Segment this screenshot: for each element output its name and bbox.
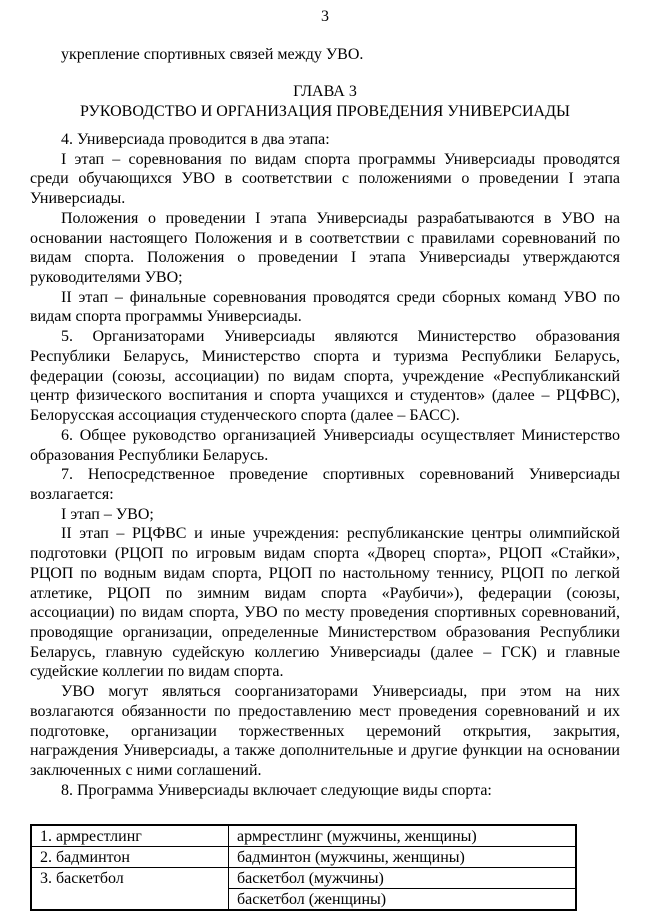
paragraph: Положения о проведении I этапа Универсиады разрабатываются в УВО на основании настоящего Положения и в соответствии с правилами соревнований по видам спорта. Положения о проведении I этапа Универсиады утверждаются руководителями УВО; [30,209,620,287]
document-body [30,130,620,800]
event-cell: армрестлинг (мужчины, женщины) [229,825,577,847]
paragraph: 7. Непосредственное проведение спортивных соревнований Универсиады возлагается: [30,466,620,503]
sport-cell: 1. армрестлинг [31,825,229,847]
sport-cell: 3. баскетбол [31,868,229,911]
chapter-title: РУКОВОДСТВО И ОРГАНИЗАЦИЯ ПРОВЕДЕНИЯ УНИВЕРСИАДЫ [80,102,570,120]
page-number: 3 [321,8,329,25]
sport-cell: 2. бадминтон [31,847,229,868]
sports-table-body [31,825,576,910]
chapter-heading [30,82,620,121]
sports-program-table [30,824,577,911]
paragraph: 4. Универсиада проводится в два этапа: [61,131,330,148]
paragraph: 5. Организаторами Универсиады являются Министерство образования Республики Беларусь, Министерство спорта и туризма Республики Беларусь, федерации (союзы, ассоциации) по видам спорта, учреждение «Республиканский центр физического воспитания и спорта учащихся и студентов» (далее – РЦФВС), Белорусская ассоциация студенческого спорта (далее – БАСС). [30,328,620,425]
event-cell: баскетбол (женщины) [229,889,577,911]
table-row [31,847,576,868]
paragraph: 6. Общее руководство организацией Универсиады осуществляет Министерство образования Республики Беларусь. [30,426,620,464]
table-row [31,868,576,889]
intro-paragraph: укрепление спортивных связей между УВО. [61,46,364,63]
event-cell: баскетбол (мужчины) [229,868,577,889]
table-row [31,825,576,847]
paragraph: I этап – соревнования по видам спорта программы Универсиады проводятся среди обучающихся УВО в соответствии с положениями о проведении I этапа Универсиады. [30,150,620,208]
paragraph: 8. Программа Универсиады включает следующие виды спорта: [61,781,492,799]
paragraph: I этап – УВО; [61,505,154,523]
chapter-label: ГЛАВА 3 [293,83,357,100]
paragraph: УВО могут являться соорганизаторами Универсиады, при этом на них возлагаются обязанности по предоставлению мест проведения соревнований и их подготовке, организации торжественных церемоний открытия, закрытия, награждения Универсиады, а также дополнительные и другие функции на основании заключенных с ними соглашений. [30,683,620,779]
paragraph: II этап – РЦФВС и иные учреждения: республиканские центры олимпийской подготовки (РЦОП по игровым видам спорта «Дворец спорта», РЦОП «Стайки», РЦОП по водным видам спорта, РЦОП по настольному теннису, РЦОП по легкой атлетике, РЦОП по зимним видам спорта «Раубичи»), федерации (союзы, ассоциации) по видам спорта, УВО по месту проведения спортивных соревнований, проводящие организации, определенные Министерством образования Республики Беларусь, главную судейскую коллегию Универсиады (далее – ГСК) и главные судейские коллегии по видам спорта. [30,525,620,681]
event-cell: бадминтон (мужчины, женщины) [229,847,577,868]
paragraph: II этап – финальные соревнования проводятся среди сборных команд УВО по видам спорта программы Универсиады. [30,288,620,326]
